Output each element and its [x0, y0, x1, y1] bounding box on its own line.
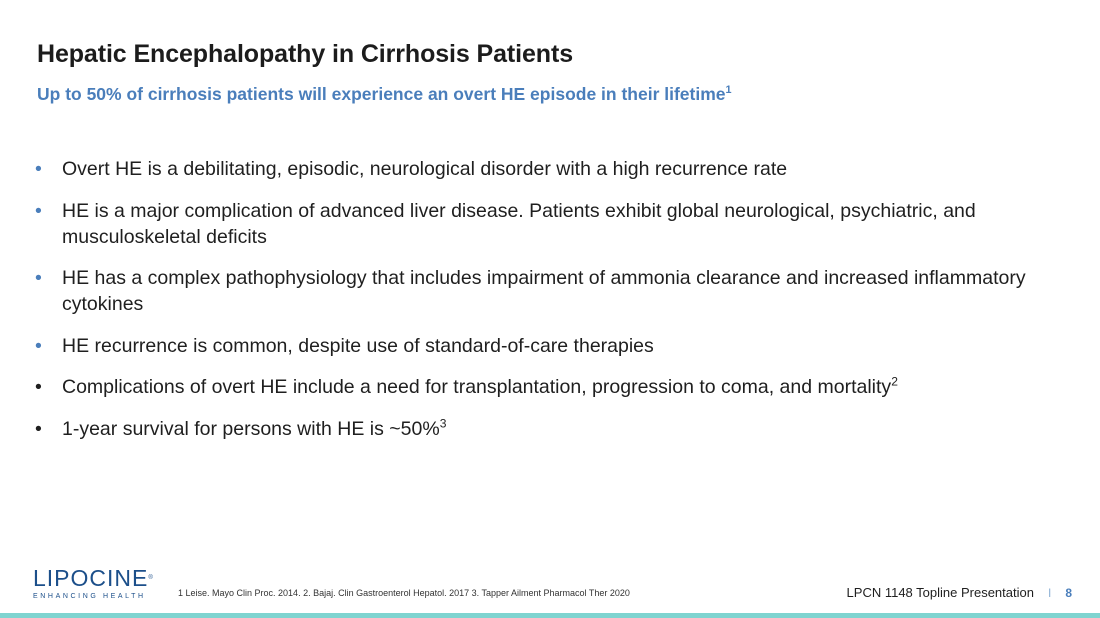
bullet-marker: •	[35, 334, 42, 357]
bullet-list	[35, 156, 1075, 457]
bullet-item	[35, 198, 1075, 250]
bullet-text-content: Complications of overt HE include a need for transplantation, progression to coma, and mortality	[62, 376, 892, 398]
bullet-item	[35, 265, 1075, 317]
bullet-marker: •	[35, 267, 42, 289]
bullet-footnote-ref: 3	[439, 416, 447, 430]
footnote-references: 1 Leise. Mayo Clin Proc. 2014. 2. Bajaj. Clin Gastroenterol Hepatol. 2017 3. Tapper Ailment Pharmacol Ther 2020	[178, 588, 630, 598]
footer-info	[847, 585, 1072, 600]
subtitle-text: Up to 50% of cirrhosis patients will experience an overt HE episode in their lifetime	[37, 84, 726, 104]
logo-tagline: ENHANCING HEALTH	[33, 593, 146, 600]
bullet-item	[35, 333, 1075, 359]
logo-wordmark	[33, 566, 155, 590]
bullet-text-content: HE has a complex pathophysiology that includes impairment of ammonia clearance and increased inflammatory cytokines	[62, 267, 1026, 315]
slide-subtitle	[37, 84, 732, 105]
bullet-marker: •	[35, 376, 42, 398]
bullet-text-content: Overt HE is a debilitating, episodic, neurological disorder with a high recurrence rate	[62, 158, 788, 180]
bullet-text-content: 1-year survival for persons with HE is ~50%	[62, 417, 440, 440]
company-logo	[33, 566, 155, 602]
bullet-text	[62, 265, 1075, 317]
footer-separator: I	[1047, 585, 1052, 600]
page-number: 8	[1065, 585, 1072, 600]
bullet-marker: •	[35, 417, 42, 440]
slide-title: Hepatic Encephalopathy in Cirrhosis Patients	[37, 40, 574, 68]
presentation-title: LPCN 1148 Topline Presentation	[846, 585, 1034, 600]
bullet-text	[62, 416, 1075, 442]
bullet-text	[62, 333, 1075, 359]
bullet-item	[35, 374, 1075, 400]
bullet-marker: •	[35, 158, 42, 180]
bullet-text-content: HE is a major complication of advanced liver disease. Patients exhibit global neurological, psychiatric, and musculoskeletal deficits	[62, 199, 976, 248]
bullet-marker: •	[35, 199, 42, 222]
bullet-text	[62, 156, 1075, 182]
bullet-text-content: HE recurrence is common, despite use of standard-of-care therapies	[62, 334, 654, 357]
subtitle-footnote-ref: 1	[725, 84, 732, 97]
bullet-footnote-ref: 2	[891, 374, 898, 389]
bullet-item	[35, 416, 1075, 442]
logo-name: LIPOCINE	[33, 565, 149, 591]
bullet-text	[62, 198, 1075, 250]
bottom-accent-bar	[0, 613, 1100, 618]
logo-registered-mark: ®	[148, 575, 154, 581]
bullet-text	[62, 374, 1075, 400]
bullet-item	[35, 156, 1075, 182]
